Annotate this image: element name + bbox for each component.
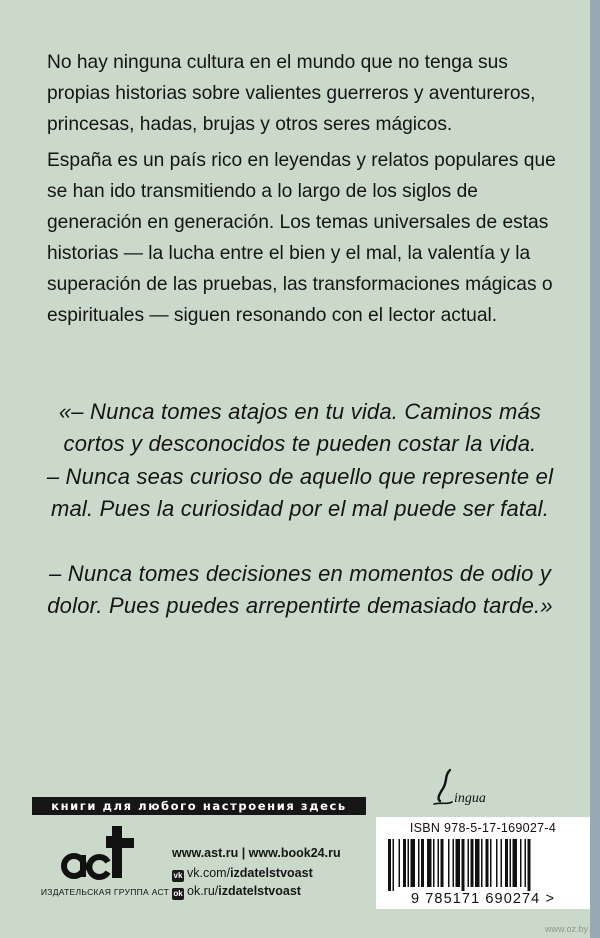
ast-logo-icon [58,820,150,882]
publisher-name: ИЗДАТЕЛЬСКАЯ ГРУППА АСТ [40,887,170,897]
spine-edge [590,0,600,938]
intro-paragraph: No hay ninguna cultura en el mundo que no tenga sus propias historias sobre valientes guerreros y aventureros, princesas, hadas, brujas y otros seres mágicos. [47,52,536,135]
description-paragraph: España es un país rico en leyendas y relatos populares que se han ido transmitiendo a lo largo de los siglos de generación en generación. Los temas universales de estas historias — la lucha entre el bien y el mal, la valentía y la superación de las pruebas, las transformaciones mágicas o espirituales — siguen resonando con el lector actual. [47,150,556,326]
series-tagline: книги для любого настроения здесь [32,797,366,815]
ok-link: ok ok.ru/izdatelstvoast [173,884,301,898]
quote-2: – Nunca seas curioso de aquello que represente el mal. Pues la curiosidad por el mal puede ser fatal. [46,464,554,521]
barcode-panel [376,817,590,909]
vk-icon: vk [173,871,183,880]
quote-3: – Nunca tomes decisiones en momentos de odio y dolor. Pues puedes arrepentirte demasiado tarde.» [47,561,553,618]
barcode-icon [386,839,582,891]
ok-icon: ok [173,889,183,898]
ean-digits: 9 785171 690274 > [410,891,556,907]
watermark: www.oz.by [544,924,588,934]
websites: www.ast.ru | www.book24.ru [172,846,341,860]
isbn-text: ISBN 978-5-17-169027-4 [409,821,557,835]
svg-text:ingua: ingua [454,791,486,806]
vk-link: vk vk.com/izdatelstvoast [173,866,313,880]
lingua-logo-icon [428,768,496,810]
quote-1: «– Nunca tomes atajos en tu vida. Caminos más cortos y desconocidos te pueden costar la vida. [58,399,542,456]
